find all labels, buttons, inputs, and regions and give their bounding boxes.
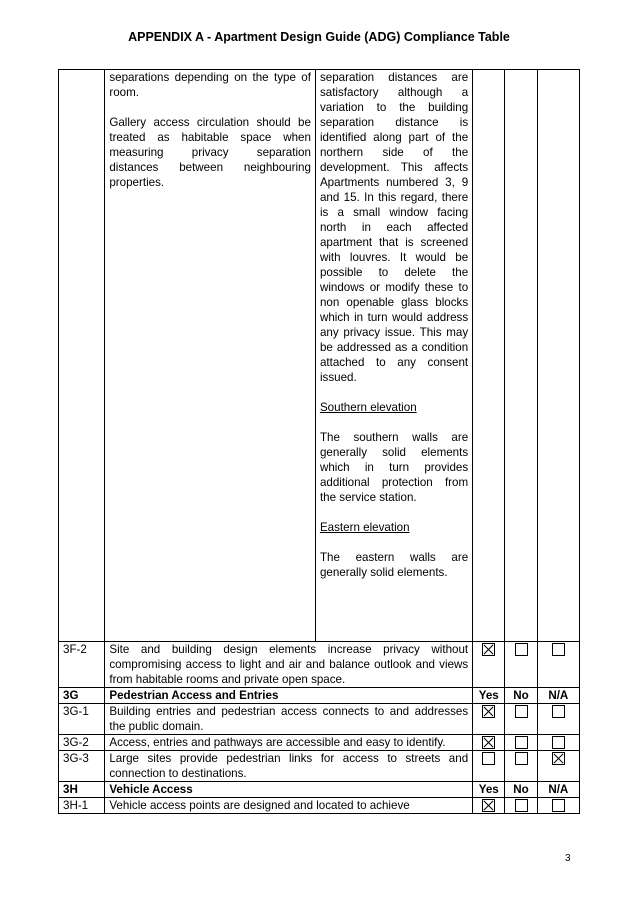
no-checkbox[interactable] bbox=[515, 705, 528, 718]
na-checkbox[interactable] bbox=[552, 799, 565, 812]
na-header: N/A bbox=[537, 688, 579, 704]
row-code: 3F-2 bbox=[59, 642, 105, 688]
na-cell bbox=[537, 70, 579, 642]
yes-cell bbox=[473, 735, 505, 751]
page-title: APPENDIX A - Apartment Design Guide (ADG) Compliance Table bbox=[128, 30, 510, 44]
comment-text: The southern walls are generally solid elements which in turn provides additional protection from the service station. bbox=[319, 431, 469, 504]
na-cell bbox=[537, 642, 579, 688]
no-cell bbox=[505, 704, 537, 735]
yes-header: Yes bbox=[473, 688, 505, 704]
yes-checkbox[interactable] bbox=[482, 643, 495, 656]
compliance-table bbox=[58, 69, 580, 814]
yes-checkbox[interactable] bbox=[482, 799, 495, 812]
requirement-text: Gallery access circulation should be treated as habitable space when measuring privacy separation distances between neighbouring properties. bbox=[109, 116, 311, 189]
na-checkbox[interactable] bbox=[552, 752, 565, 765]
no-header: No bbox=[505, 688, 537, 704]
table-row bbox=[59, 735, 580, 751]
row-code: 3G-1 bbox=[59, 704, 105, 735]
no-cell bbox=[505, 751, 537, 782]
yes-checkbox[interactable] bbox=[482, 705, 495, 718]
no-checkbox[interactable] bbox=[515, 799, 528, 812]
yes-header: Yes bbox=[473, 782, 505, 798]
no-checkbox[interactable] bbox=[515, 643, 528, 656]
table-row bbox=[59, 798, 580, 814]
table-row bbox=[59, 704, 580, 735]
table-row-continued bbox=[59, 70, 580, 642]
na-checkbox[interactable] bbox=[552, 736, 565, 749]
yes-cell bbox=[473, 704, 505, 735]
yes-cell bbox=[473, 70, 505, 642]
no-cell bbox=[505, 642, 537, 688]
yes-cell bbox=[473, 642, 505, 688]
na-cell bbox=[537, 704, 579, 735]
row-code: 3G-3 bbox=[59, 751, 105, 782]
code-cell bbox=[59, 70, 105, 642]
comment-subheading: Southern elevation bbox=[319, 401, 417, 414]
row-text: Building entries and pedestrian access connects to and addresses the public domain. bbox=[105, 704, 473, 735]
na-cell bbox=[537, 735, 579, 751]
row-text: Large sites provide pedestrian links for access to streets and connection to destinations. bbox=[105, 751, 473, 782]
table-row bbox=[59, 751, 580, 782]
no-checkbox[interactable] bbox=[515, 752, 528, 765]
no-checkbox[interactable] bbox=[515, 736, 528, 749]
comment-cell bbox=[315, 70, 472, 642]
section-header-row bbox=[59, 688, 580, 704]
row-text: Site and building design elements increase privacy without compromising access to light and air and balance outlook and views from habitable rooms and private open space. bbox=[105, 642, 473, 688]
na-header: N/A bbox=[537, 782, 579, 798]
section-code: 3G bbox=[59, 688, 105, 704]
no-cell bbox=[505, 70, 537, 642]
section-title: Vehicle Access bbox=[105, 782, 473, 798]
no-cell bbox=[505, 798, 537, 814]
row-text: Vehicle access points are designed and located to achieve bbox=[105, 798, 473, 814]
row-text: Access, entries and pathways are accessible and easy to identify. bbox=[105, 735, 473, 751]
na-cell bbox=[537, 751, 579, 782]
section-code: 3H bbox=[59, 782, 105, 798]
yes-cell bbox=[473, 798, 505, 814]
yes-checkbox[interactable] bbox=[482, 752, 495, 765]
table-row bbox=[59, 642, 580, 688]
comment-subheading: Eastern elevation bbox=[319, 521, 410, 534]
page-number: 3 bbox=[565, 853, 571, 864]
yes-checkbox[interactable] bbox=[482, 736, 495, 749]
comment-text: The eastern walls are generally solid elements. bbox=[319, 551, 469, 579]
row-code: 3H-1 bbox=[59, 798, 105, 814]
section-title: Pedestrian Access and Entries bbox=[105, 688, 473, 704]
na-checkbox[interactable] bbox=[552, 643, 565, 656]
yes-cell bbox=[473, 751, 505, 782]
comment-text: separation distances are satisfactory although a variation to the building separation distance is identified along part of the northern side of the development. This affects Apartments numbered 3, 9 and 15. In this regard, there is a small window facing north in each affected apartment that is screened with louvres. It would be possible to delete the windows or modify these to non openable glass blocks which in turn would address any privacy issue. This may be addressed as a condition attached to any consent issued. bbox=[319, 71, 469, 384]
na-checkbox[interactable] bbox=[552, 705, 565, 718]
requirement-text: separations depending on the type of room. bbox=[109, 71, 311, 99]
no-header: No bbox=[505, 782, 537, 798]
requirement-cell bbox=[105, 70, 316, 642]
no-cell bbox=[505, 735, 537, 751]
row-code: 3G-2 bbox=[59, 735, 105, 751]
section-header-row bbox=[59, 782, 580, 798]
na-cell bbox=[537, 798, 579, 814]
